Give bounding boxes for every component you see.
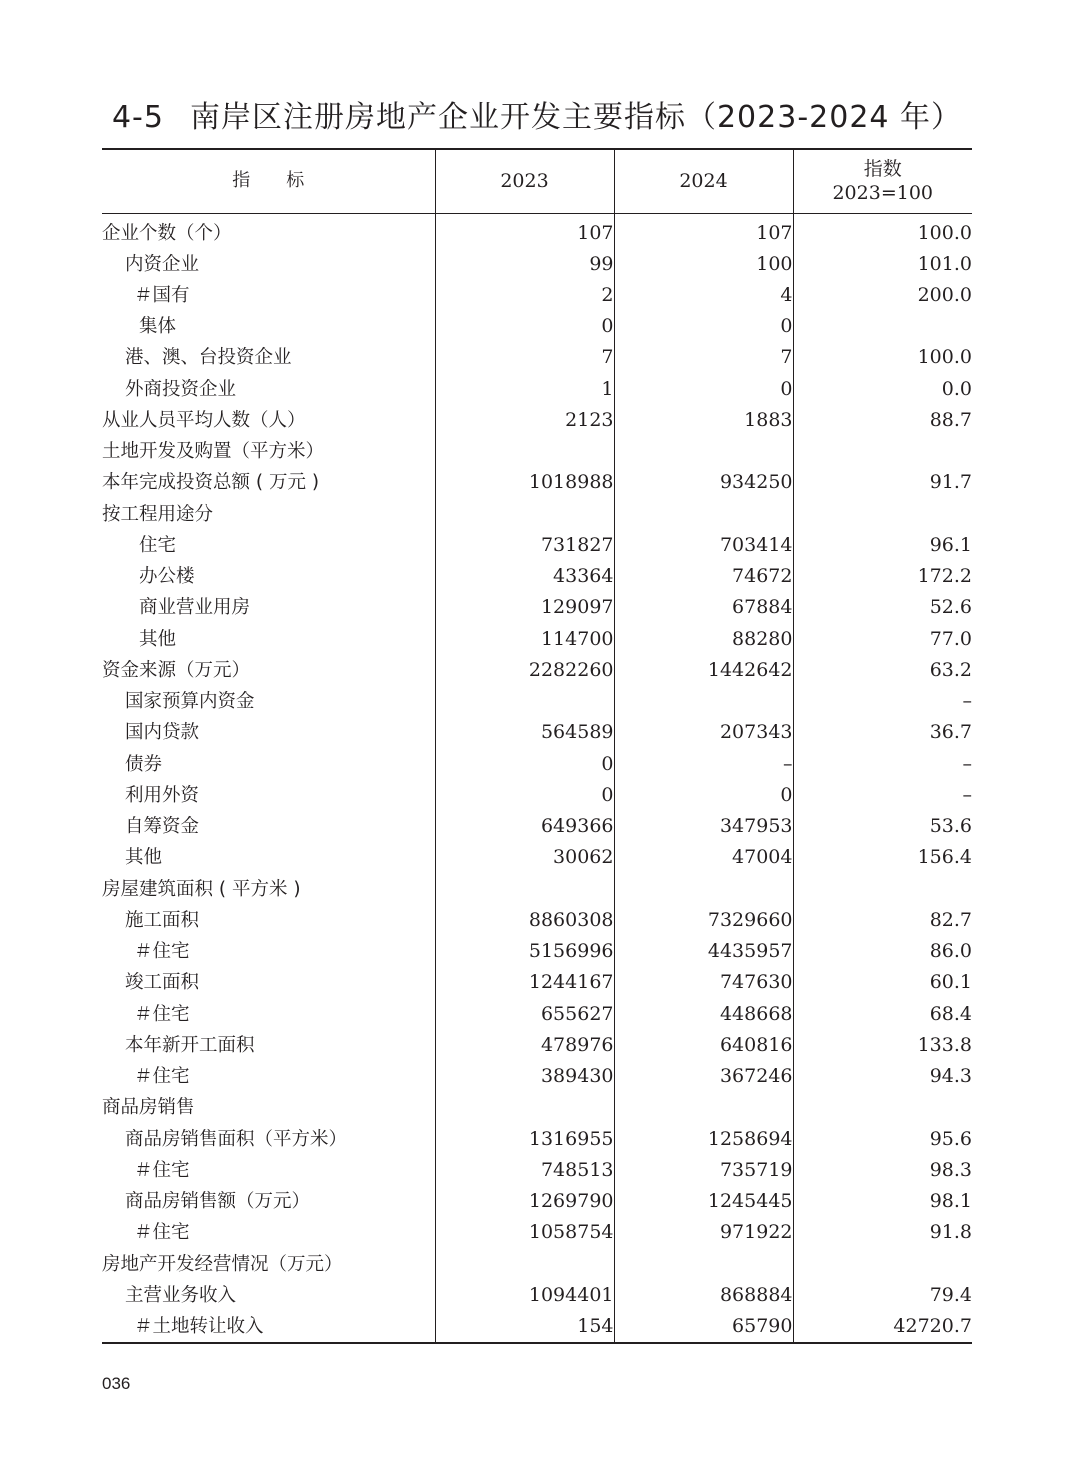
table-row: [102, 405, 972, 436]
value-2024: 367246: [614, 1061, 793, 1092]
table-row: [102, 905, 972, 936]
value-2023: [435, 1092, 614, 1123]
value-2024: 100: [614, 249, 793, 280]
page-title: [0, 96, 1074, 140]
value-2024: 747630: [614, 967, 793, 998]
value-index: 100.0: [793, 342, 972, 373]
value-2023: 2282260: [435, 655, 614, 686]
value-2023: 1: [435, 374, 614, 405]
row-label: 其他: [139, 628, 177, 650]
value-2023: 2123: [435, 405, 614, 436]
value-2024: [614, 1092, 793, 1123]
header-index-line2: 2023=100: [832, 182, 934, 205]
row-label: 从业人员平均人数（人）: [102, 409, 306, 431]
row-label: 商品房销售额（万元）: [125, 1191, 311, 1213]
row-label: 国内贷款: [125, 722, 200, 744]
table-row: [102, 342, 972, 373]
table-row: [102, 842, 972, 873]
value-2023: [435, 686, 614, 717]
header-index: [793, 149, 972, 213]
value-2023: 154: [435, 1311, 614, 1343]
row-label: 集体: [139, 316, 177, 338]
row-label: 主营业务收入: [125, 1284, 237, 1306]
value-index: 133.8: [793, 1030, 972, 1061]
row-label: 住宅: [139, 534, 177, 556]
value-index: 200.0: [793, 280, 972, 311]
value-2023: 0: [435, 311, 614, 342]
value-index: –: [793, 749, 972, 780]
value-2023: 748513: [435, 1155, 614, 1186]
row-label: 按工程用途分: [102, 503, 214, 525]
table-row: [102, 1124, 972, 1155]
table-title-text: 南岸区注册房地产企业开发主要指标（2023-2024 年）: [189, 100, 963, 135]
value-index: 79.4: [793, 1280, 972, 1311]
value-index: [793, 311, 972, 342]
table-row: [102, 780, 972, 811]
row-label: ＃住宅: [134, 1066, 190, 1088]
table-row: [102, 280, 972, 311]
value-2024: 1883: [614, 405, 793, 436]
value-2024: 7: [614, 342, 793, 373]
value-2024: 1245445: [614, 1186, 793, 1217]
value-index: 91.8: [793, 1217, 972, 1248]
row-label: 本年完成投资总额 ( 万元 ): [102, 472, 320, 494]
table-row: [102, 1280, 972, 1311]
value-index: –: [793, 780, 972, 811]
value-2023: 389430: [435, 1061, 614, 1092]
table-row: [102, 213, 972, 249]
table-row: [102, 561, 972, 592]
value-2024: 1442642: [614, 655, 793, 686]
header-row: [102, 149, 972, 213]
value-2024: 88280: [614, 624, 793, 655]
value-2023: 107: [435, 213, 614, 249]
value-2023: 731827: [435, 530, 614, 561]
value-index: 86.0: [793, 936, 972, 967]
value-index: [793, 1249, 972, 1280]
value-index: [793, 874, 972, 905]
value-index: 96.1: [793, 530, 972, 561]
value-2023: 649366: [435, 811, 614, 842]
value-2024: 7329660: [614, 905, 793, 936]
value-index: 91.7: [793, 467, 972, 498]
value-2024: 65790: [614, 1311, 793, 1343]
value-index: 52.6: [793, 592, 972, 623]
value-2023: 1316955: [435, 1124, 614, 1155]
value-2023: 8860308: [435, 905, 614, 936]
value-index: 0.0: [793, 374, 972, 405]
value-index: 77.0: [793, 624, 972, 655]
value-index: 63.2: [793, 655, 972, 686]
value-index: 101.0: [793, 249, 972, 280]
value-2023: 30062: [435, 842, 614, 873]
row-label: 房屋建筑面积 ( 平方米 ): [102, 878, 301, 900]
value-2023: 0: [435, 749, 614, 780]
value-index: 82.7: [793, 905, 972, 936]
value-2023: 1018988: [435, 467, 614, 498]
value-2024: 4: [614, 280, 793, 311]
value-index: 172.2: [793, 561, 972, 592]
row-label: 债券: [125, 753, 163, 775]
table-row: [102, 1311, 972, 1343]
value-2023: 114700: [435, 624, 614, 655]
row-label: 港、澳、台投资企业: [125, 347, 292, 369]
row-label: 内资企业: [125, 253, 200, 275]
value-2023: 43364: [435, 561, 614, 592]
value-2023: 655627: [435, 999, 614, 1030]
value-index: [793, 436, 972, 467]
table-row: [102, 749, 972, 780]
value-2023: 1244167: [435, 967, 614, 998]
value-index: 53.6: [793, 811, 972, 842]
value-2024: 640816: [614, 1030, 793, 1061]
value-index: 94.3: [793, 1061, 972, 1092]
row-label: 商业营业用房: [139, 597, 251, 619]
value-index: 98.1: [793, 1186, 972, 1217]
value-index: –: [793, 686, 972, 717]
table-row: [102, 717, 972, 748]
table-row: [102, 655, 972, 686]
value-2024: 0: [614, 311, 793, 342]
row-label: 资金来源（万元）: [102, 659, 251, 681]
value-2023: 0: [435, 780, 614, 811]
statistics-table: [102, 148, 972, 1344]
value-2024: 703414: [614, 530, 793, 561]
table-row: [102, 1092, 972, 1123]
value-2023: 129097: [435, 592, 614, 623]
row-label: 其他: [125, 847, 163, 869]
value-2024: 448668: [614, 999, 793, 1030]
value-index: 42720.7: [793, 1311, 972, 1343]
row-label: 商品房销售面积（平方米）: [125, 1128, 348, 1150]
table-row: [102, 874, 972, 905]
table-row: [102, 1155, 972, 1186]
table-row: [102, 436, 972, 467]
row-label: 国家预算内资金: [125, 691, 255, 713]
value-2023: 5156996: [435, 936, 614, 967]
row-label: 企业个数（个）: [102, 222, 232, 244]
value-2024: [614, 686, 793, 717]
table-number: 4-5: [111, 100, 164, 135]
value-index: [793, 499, 972, 530]
table-row: [102, 967, 972, 998]
table-row: [102, 999, 972, 1030]
value-index: 60.1: [793, 967, 972, 998]
value-index: 98.3: [793, 1155, 972, 1186]
value-index: 156.4: [793, 842, 972, 873]
value-2024: 67884: [614, 592, 793, 623]
value-2024: 868884: [614, 1280, 793, 1311]
value-2024: 0: [614, 374, 793, 405]
value-2023: 2: [435, 280, 614, 311]
value-2023: 564589: [435, 717, 614, 748]
table-row: [102, 1186, 972, 1217]
table-row: [102, 1217, 972, 1248]
value-index: [793, 1092, 972, 1123]
value-2024: [614, 499, 793, 530]
value-2023: 99: [435, 249, 614, 280]
row-label: 外商投资企业: [125, 378, 237, 400]
value-2023: 1269790: [435, 1186, 614, 1217]
table-row: [102, 374, 972, 405]
row-label: 施工面积: [125, 909, 200, 931]
value-2024: 934250: [614, 467, 793, 498]
value-2023: 1058754: [435, 1217, 614, 1248]
value-2024: 735719: [614, 1155, 793, 1186]
value-2023: [435, 436, 614, 467]
value-2023: 7: [435, 342, 614, 373]
table-row: [102, 592, 972, 623]
value-index: 68.4: [793, 999, 972, 1030]
table-row: [102, 1030, 972, 1061]
value-2024: 0: [614, 780, 793, 811]
header-indicator: 指 标: [102, 149, 435, 213]
table-body: [102, 213, 972, 1343]
row-label: ＃土地转让收入: [102, 1311, 435, 1343]
header-year-2023: 2023: [435, 149, 614, 213]
value-2024: [614, 874, 793, 905]
row-label: ＃住宅: [134, 1003, 190, 1025]
value-2023: [435, 1249, 614, 1280]
value-2023: 478976: [435, 1030, 614, 1061]
table-row: [102, 686, 972, 717]
value-2024: 47004: [614, 842, 793, 873]
row-label: 商品房销售: [102, 1097, 195, 1119]
header-year-2024: 2024: [614, 149, 793, 213]
row-label: 利用外资: [125, 784, 200, 806]
row-label: 自筹资金: [125, 816, 200, 838]
row-label: ＃住宅: [134, 1222, 190, 1244]
value-2024: 107: [614, 213, 793, 249]
row-label: 竣工面积: [125, 972, 200, 994]
value-index: 36.7: [793, 717, 972, 748]
table-row: [102, 467, 972, 498]
row-label: ＃住宅: [134, 1159, 190, 1181]
row-label: 办公楼: [139, 566, 195, 588]
row-label: 本年新开工面积: [125, 1034, 255, 1056]
header-index-line1: 指数: [863, 158, 902, 181]
page-number: 036: [102, 1374, 131, 1393]
row-label: 房地产开发经营情况（万元）: [102, 1253, 343, 1275]
value-2024: 1258694: [614, 1124, 793, 1155]
value-index: 88.7: [793, 405, 972, 436]
value-index: 100.0: [793, 213, 972, 249]
value-2024: 971922: [614, 1217, 793, 1248]
value-index: 95.6: [793, 1124, 972, 1155]
value-2023: [435, 499, 614, 530]
table-row: [102, 249, 972, 280]
table-row: [102, 499, 972, 530]
value-2024: 347953: [614, 811, 793, 842]
value-2024: [614, 436, 793, 467]
row-label: 土地开发及购置（平方米）: [102, 441, 325, 463]
table-row: [102, 530, 972, 561]
table-row: [102, 1249, 972, 1280]
row-label: ＃国有: [134, 284, 190, 306]
row-label: ＃住宅: [134, 941, 190, 963]
value-2024: [614, 1249, 793, 1280]
value-2023: [435, 874, 614, 905]
table-row: [102, 1061, 972, 1092]
value-2024: 74672: [614, 561, 793, 592]
value-2023: 1094401: [435, 1280, 614, 1311]
table-row: [102, 311, 972, 342]
table-row: [102, 624, 972, 655]
value-2024: 4435957: [614, 936, 793, 967]
value-2024: 207343: [614, 717, 793, 748]
table-row: [102, 811, 972, 842]
table-row: [102, 936, 972, 967]
value-2024: –: [614, 749, 793, 780]
